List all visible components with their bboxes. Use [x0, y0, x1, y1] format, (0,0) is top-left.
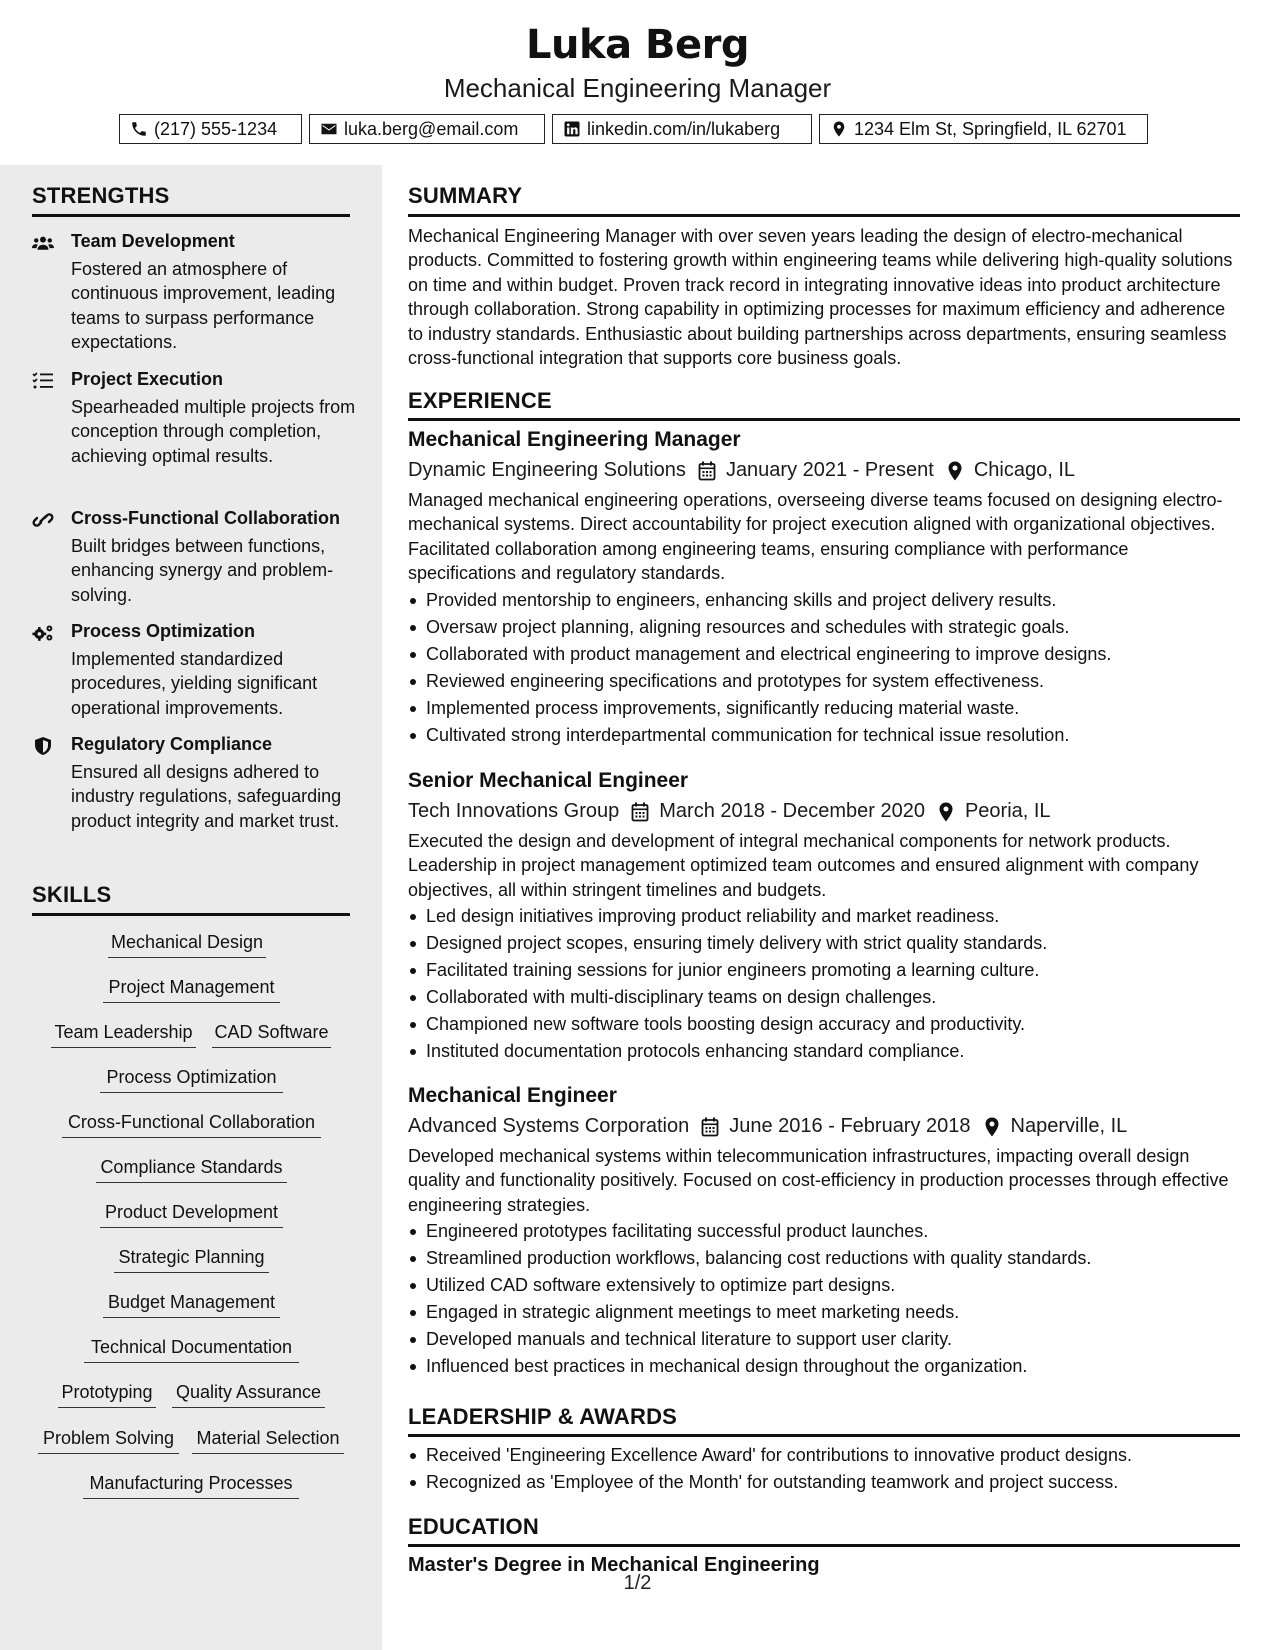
strength-name: Project Execution	[71, 369, 224, 389]
location-pin-icon	[937, 802, 955, 822]
job-bullets	[408, 904, 1240, 1066]
job-company: Advanced Systems Corporation	[408, 1115, 690, 1137]
skill-tag: Cross-Functional Collaboration	[62, 1112, 321, 1138]
job-title: Mechanical Engineering Manager	[408, 428, 741, 451]
experience-heading: EXPERIENCE	[408, 388, 552, 413]
job-dates: June 2016 - February 2018	[729, 1115, 971, 1137]
skill-tag: Budget Management	[103, 1292, 280, 1318]
bullet-item: Influenced best practices in mechanical design throughout the organization.	[408, 1354, 1240, 1381]
job-meta	[408, 1115, 1240, 1138]
skills-divider	[32, 913, 350, 916]
awards-list	[408, 1443, 1240, 1497]
job-location: Chicago, IL	[973, 459, 1076, 481]
link-icon	[32, 510, 56, 530]
linkedin-text: linkedin.com/in/lukaberg	[587, 118, 781, 139]
job-location: Peoria, IL	[964, 800, 1051, 822]
strength-description: Ensured all designs adhered to industry regulations, safeguarding product integrity and market trust.	[71, 762, 342, 831]
strength-description: Fostered an atmosphere of continuous improvement, leading teams to surpass performance expectations.	[71, 259, 336, 353]
skill-tag: CAD Software	[212, 1022, 331, 1048]
bullet-item: Designed project scopes, ensuring timely delivery with strict quality standards.	[408, 931, 1240, 958]
job-description: Developed mechanical systems within telecommunication infrastructures, impacting overall design quality and functionality positively. Focused on cost-efficiency in production processes through effective engineering strategies.	[408, 1146, 1229, 1215]
calendar-icon	[701, 1117, 719, 1137]
job-description: Executed the design and development of integral mechanical components for network products. Leadership in project management optimized team outcomes and ensured alignment with company objectives, all within stringent timelines and budgets.	[408, 831, 1199, 900]
bullet-item: Led design initiatives improving product reliability and market readiness.	[408, 904, 1240, 931]
strength-name: Regulatory Compliance	[71, 734, 273, 754]
bullet-item: Facilitated training sessions for junior engineers promoting a learning culture.	[408, 958, 1240, 985]
education-divider	[408, 1544, 1240, 1547]
strength-description: Built bridges between functions, enhancing synergy and problem-solving.	[71, 536, 334, 605]
job-entry	[408, 1084, 1240, 1381]
summary-text: Mechanical Engineering Manager with over seven years leading the design of electro-mechanical products. Committed to fostering growth within engineering teams while delivering high-quality solutions on time and within budget. Proven track record in integrating innovative ideas into product architecture through collaboration. Strong capability in optimizing processes for maximum efficiency and adherence to industry standards. Enthusiastic about building partnerships across departments, ensuring seamless cross-functional integration that supports core business goals.	[408, 226, 1233, 369]
location-pin-icon	[983, 1117, 1001, 1137]
contact-email[interactable]	[309, 114, 545, 144]
page-number: 1/2	[623, 1572, 652, 1594]
job-meta	[408, 800, 1240, 823]
skill-tag: Project Management	[103, 977, 280, 1003]
award-item: Recognized as 'Employee of the Month' for outstanding teamwork and project success.	[408, 1470, 1240, 1497]
strengths-heading: STRENGTHS	[32, 183, 170, 208]
bullet-item: Collaborated with product management and electrical engineering to improve designs.	[408, 642, 1240, 669]
skill-tag: Compliance Standards	[96, 1157, 287, 1183]
contact-address	[819, 114, 1148, 144]
contact-phone[interactable]	[119, 114, 302, 144]
strengths-divider	[32, 214, 350, 217]
bullet-item: Developed manuals and technical literature to support user clarity.	[408, 1327, 1240, 1354]
experience-divider	[408, 418, 1240, 421]
bullet-item: Collaborated with multi-disciplinary teams on design challenges.	[408, 985, 1240, 1012]
linkedin-icon	[563, 120, 581, 138]
bullet-item: Implemented process improvements, significantly reducing material waste.	[408, 696, 1240, 723]
bullet-item: Reviewed engineering specifications and prototypes for system effectiveness.	[408, 669, 1240, 696]
education-heading: EDUCATION	[408, 1514, 539, 1539]
resume-header	[0, 0, 1275, 165]
skill-tag: Strategic Planning	[114, 1247, 269, 1273]
calendar-icon	[698, 461, 716, 481]
bullet-item: Engaged in strategic alignment meetings to meet marketing needs.	[408, 1300, 1240, 1327]
strength-description: Spearheaded multiple projects from conception through completion, achieving optimal results.	[71, 397, 356, 466]
bullet-item: Instituted documentation protocols enhancing standard compliance.	[408, 1039, 1240, 1066]
skill-tag: Quality Assurance	[172, 1382, 325, 1408]
strength-name: Cross-Functional Collaboration	[71, 508, 341, 528]
strength-description: Implemented standardized procedures, yielding significant operational improvements.	[71, 649, 318, 718]
summary-divider	[408, 214, 1240, 217]
skill-tag: Team Leadership	[51, 1022, 196, 1048]
job-company: Tech Innovations Group	[408, 800, 620, 822]
bullet-item: Cultivated strong interdepartmental communication for technical issue resolution.	[408, 723, 1240, 750]
candidate-title: Mechanical Engineering Manager	[443, 73, 832, 103]
calendar-icon	[631, 802, 649, 822]
skill-tag: Technical Documentation	[84, 1337, 299, 1363]
education-degree: Master's Degree in Mechanical Engineering	[408, 1554, 820, 1576]
job-location: Naperville, IL	[1010, 1115, 1128, 1137]
bullet-item: Championed new software tools boosting design accuracy and productivity.	[408, 1012, 1240, 1039]
email-text: luka.berg@email.com	[344, 118, 519, 139]
bullet-item: Utilized CAD software extensively to optimize part designs.	[408, 1273, 1240, 1300]
skill-tag: Product Development	[100, 1202, 283, 1228]
job-description: Managed mechanical engineering operations, overseeing diverse teams focused on designing electro-mechanical systems. Direct accountability for project execution aligned with organizational objectives. Facilitated collaboration among engineering teams, ensuring compliance with performance specifications and regulatory standards.	[408, 490, 1223, 584]
bullet-item: Provided mentorship to engineers, enhancing skills and project delivery results.	[408, 588, 1240, 615]
job-bullets	[408, 1219, 1240, 1381]
skill-tag: Problem Solving	[38, 1428, 179, 1454]
phone-text: (217) 555-1234	[154, 118, 278, 139]
skill-tag: Manufacturing Processes	[83, 1473, 299, 1499]
job-meta	[408, 459, 1240, 482]
gears-icon	[32, 623, 56, 643]
candidate-name: Luka Berg	[526, 22, 749, 68]
award-item: Received 'Engineering Excellence Award' for contributions to innovative product designs.	[408, 1443, 1240, 1470]
phone-icon	[130, 120, 148, 138]
job-company: Dynamic Engineering Solutions	[408, 459, 686, 481]
bullet-item: Oversaw project planning, aligning resources and schedules with strategic goals.	[408, 615, 1240, 642]
envelope-icon	[320, 120, 338, 138]
skill-tag: Prototyping	[58, 1382, 156, 1408]
job-entry	[408, 769, 1240, 1066]
skill-tag: Mechanical Design	[108, 932, 266, 958]
awards-divider	[408, 1434, 1240, 1437]
users-icon	[32, 233, 56, 253]
awards-heading: LEADERSHIP & AWARDS	[408, 1404, 678, 1429]
address-text: 1234 Elm St, Springfield, IL 62701	[854, 118, 1127, 139]
job-dates: January 2021 - Present	[725, 459, 934, 481]
skill-tag: Process Optimization	[100, 1067, 283, 1093]
bullet-item: Engineered prototypes facilitating successful product launches.	[408, 1219, 1240, 1246]
contact-linkedin[interactable]	[552, 114, 812, 144]
job-title: Senior Mechanical Engineer	[408, 769, 689, 792]
skills-heading: SKILLS	[32, 882, 112, 907]
bullet-item: Streamlined production workflows, balancing cost reductions with quality standards.	[408, 1246, 1240, 1273]
skill-tag: Material Selection	[192, 1428, 344, 1454]
location-pin-icon	[830, 120, 848, 138]
job-dates: March 2018 - December 2020	[659, 800, 925, 822]
job-bullets	[408, 588, 1240, 750]
location-pin-icon	[946, 461, 964, 481]
shield-icon	[32, 736, 56, 756]
task-list-icon	[32, 371, 56, 391]
strength-name: Team Development	[71, 231, 235, 251]
job-entry	[408, 428, 1240, 750]
strength-name: Process Optimization	[71, 621, 256, 641]
job-title: Mechanical Engineer	[408, 1084, 617, 1107]
summary-heading: SUMMARY	[408, 183, 523, 208]
